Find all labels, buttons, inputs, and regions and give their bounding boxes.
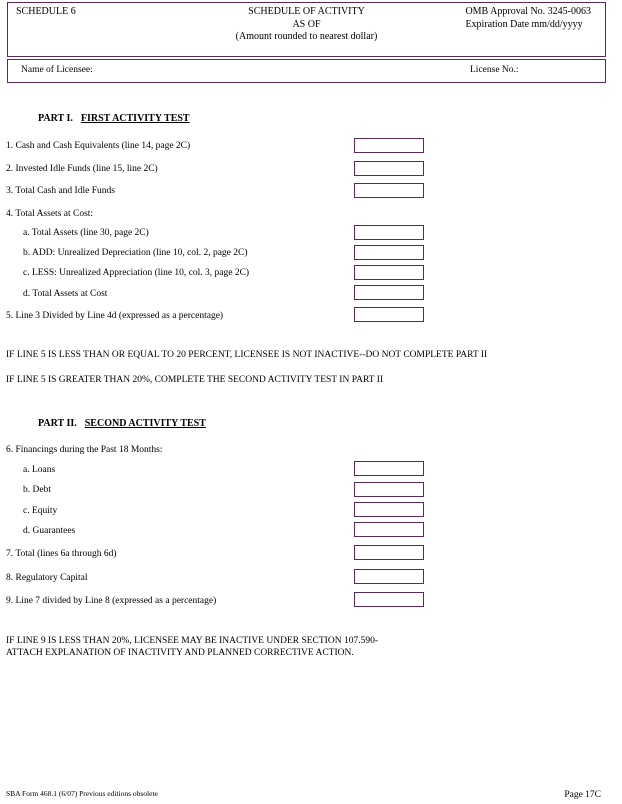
part1-note-1: IF LINE 5 IS LESS THAN OR EQUAL TO 20 PERCENT, LICENSEE IS NOT INACTIVE--DO NOT COMPLETE PART II (6, 350, 488, 360)
part2-note (6, 635, 378, 659)
part2-number: PART II. (38, 418, 77, 429)
license-no-label: License No.: (470, 65, 519, 75)
part2-input-6d[interactable] (354, 522, 424, 537)
omb-info (465, 6, 591, 31)
part1-input-4d[interactable] (354, 285, 424, 300)
part1-input-5[interactable] (354, 307, 424, 322)
part2-row-6c: c. Equity (23, 506, 58, 516)
part1-row-5: 5. Line 3 Divided by Line 4d (expressed as a percentage) (6, 311, 224, 321)
part1-input-4b[interactable] (354, 245, 424, 260)
part1-title: FIRST ACTIVITY TEST (80, 113, 190, 124)
part1-heading (38, 113, 190, 124)
part2-row-8: 8. Regulatory Capital (6, 573, 88, 583)
part2-note-line-2: ATTACH EXPLANATION OF INACTIVITY AND PLANNED CORRECTIVE ACTION. (6, 648, 354, 658)
part2-row-6a: a. Loans (23, 465, 56, 475)
part1-row-1: 1. Cash and Cash Equivalents (line 14, page 2C) (6, 141, 191, 151)
page-number: Page 17C (564, 790, 601, 800)
part2-input-6b[interactable] (354, 482, 424, 497)
part1-row-4a: a. Total Assets (line 30, page 2C) (23, 228, 149, 238)
part2-row-7: 7. Total (lines 6a through 6d) (6, 549, 117, 559)
title-line-2: AS OF (292, 18, 321, 30)
expiration-date: Expiration Date mm/dd/yyyy (465, 18, 583, 30)
part1-row-3: 3. Total Cash and Idle Funds (6, 186, 115, 196)
part2-note-line-1: IF LINE 9 IS LESS THAN 20%, LICENSEE MAY BE INACTIVE UNDER SECTION 107.590- (6, 636, 378, 646)
part2-input-9[interactable] (354, 592, 424, 607)
part1-number: PART I. (38, 113, 73, 124)
part2-input-8[interactable] (354, 569, 424, 584)
part1-row-4c: c. LESS: Unrealized Appreciation (line 10, col. 3, page 2C) (23, 268, 250, 278)
part1-row-4: 4. Total Assets at Cost: (6, 209, 94, 219)
part1-input-1[interactable] (354, 138, 424, 153)
part1-row-2: 2. Invested Idle Funds (line 15, line 2C) (6, 164, 158, 174)
part2-input-6a[interactable] (354, 461, 424, 476)
omb-approval: OMB Approval No. 3245-0063 (465, 6, 591, 17)
part1-row-4b: b. ADD: Unrealized Depreciation (line 10, col. 2, page 2C) (23, 248, 248, 258)
header-box (7, 2, 606, 57)
part1-input-4c[interactable] (354, 265, 424, 280)
part2-row-6b: b. Debt (23, 485, 51, 495)
title-line-1: SCHEDULE OF ACTIVITY (248, 6, 365, 17)
part2-row-6d: d. Guarantees (23, 526, 76, 536)
title-line-3: (Amount rounded to nearest dollar) (235, 31, 378, 42)
schedule-label: SCHEDULE 6 (16, 6, 76, 17)
form-footer: SBA Form 468.1 (6/07) Previous editions obsolete (6, 789, 158, 798)
part2-row-6: 6. Financings during the Past 18 Months: (6, 445, 163, 455)
part1-input-2[interactable] (354, 161, 424, 176)
part2-row-9: 9. Line 7 divided by Line 8 (expressed as a percentage) (6, 596, 217, 606)
part2-heading (38, 418, 206, 429)
part1-input-4a[interactable] (354, 225, 424, 240)
part2-title: SECOND ACTIVITY TEST (84, 418, 206, 429)
part1-note-2: IF LINE 5 IS GREATER THAN 20%, COMPLETE THE SECOND ACTIVITY TEST IN PART II (6, 375, 384, 385)
licensee-box (7, 59, 606, 83)
licensee-name-label: Name of Licensee: (21, 65, 93, 75)
part1-input-3[interactable] (354, 183, 424, 198)
part2-input-7[interactable] (354, 545, 424, 560)
part1-row-4d: d. Total Assets at Cost (23, 289, 108, 299)
part2-input-6c[interactable] (354, 502, 424, 517)
